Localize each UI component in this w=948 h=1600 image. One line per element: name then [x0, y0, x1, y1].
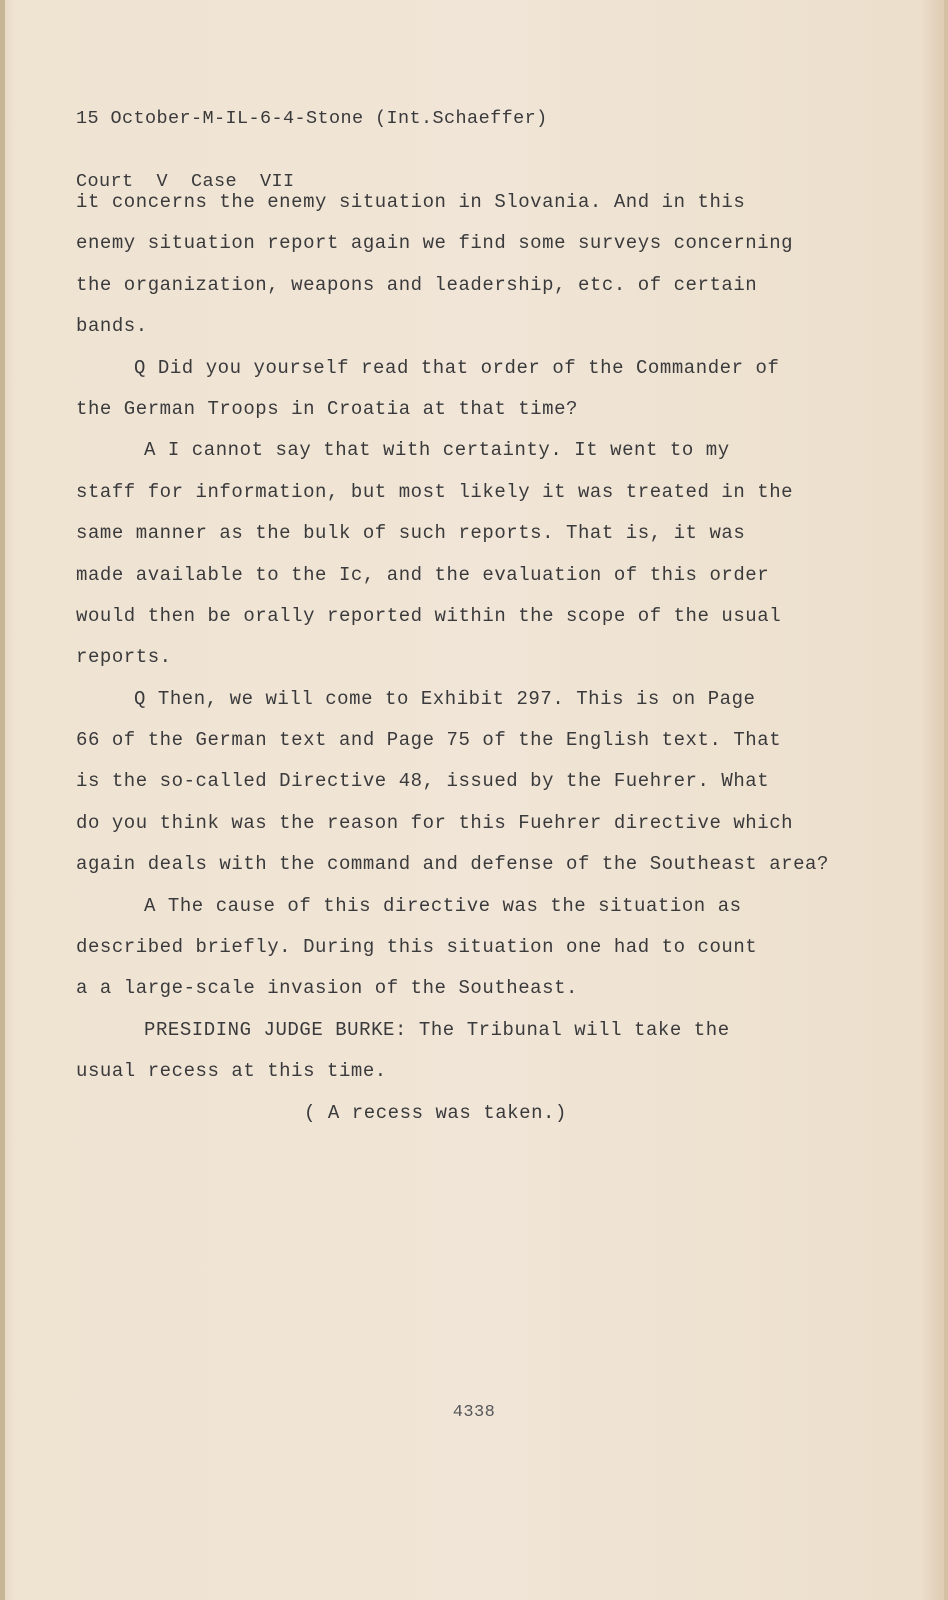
body-line: would then be orally reported within the scope of the usual — [76, 604, 782, 627]
body-line: the organization, weapons and leadership, etc. of certain — [76, 273, 758, 296]
transcript-body — [76, 186, 936, 1138]
page-left-edge — [0, 0, 5, 1600]
judge-statement-line: PRESIDING JUDGE BURKE: The Tribunal will take the — [144, 1018, 730, 1041]
body-line: described briefly. During this situation one had to count — [76, 936, 758, 959]
body-line: usual recess at this time. — [76, 1060, 387, 1083]
page-number: 4338 — [452, 1403, 496, 1422]
body-line: reports. — [76, 646, 172, 669]
body-line: a a large-scale invasion of the Southeast. — [76, 977, 578, 1000]
body-line: made available to the Ic, and the evaluation of this order — [76, 563, 770, 586]
question-line: Q Did you yourself read that order of the Commander of — [134, 356, 780, 379]
body-line: bands. — [76, 315, 148, 338]
header-court-line: Court V Case VII — [76, 171, 295, 192]
header-session-line: 15 October-M-IL-6-4-Stone (Int.Schaeffer) — [76, 108, 548, 129]
body-line: is the so-called Directive 48, issued by the Fuehrer. What — [76, 770, 770, 793]
body-line: it concerns the enemy situation in Slovania. And in this — [76, 191, 746, 213]
body-line: enemy situation report again we find some surveys concerning — [76, 232, 794, 255]
body-line: 66 of the German text and Page 75 of the English text. That — [76, 729, 782, 752]
question-line: Q Then, we will come to Exhibit 297. This is on Page — [134, 687, 756, 710]
body-line: staff for information, but most likely it was treated in the — [76, 480, 794, 503]
body-line: the German Troops in Croatia at that time? — [76, 397, 578, 420]
answer-line: A The cause of this directive was the situation as — [144, 894, 742, 917]
body-line: do you think was the reason for this Fuehrer directive which — [76, 811, 794, 834]
answer-line: A I cannot say that with certainty. It went to my — [144, 439, 730, 462]
body-line: same manner as the bulk of such reports. That is, it was — [76, 522, 746, 545]
recess-note: ( A recess was taken.) — [304, 1101, 567, 1124]
page-right-edge — [944, 0, 948, 1600]
body-line: again deals with the command and defense of the Southeast area? — [76, 853, 829, 876]
